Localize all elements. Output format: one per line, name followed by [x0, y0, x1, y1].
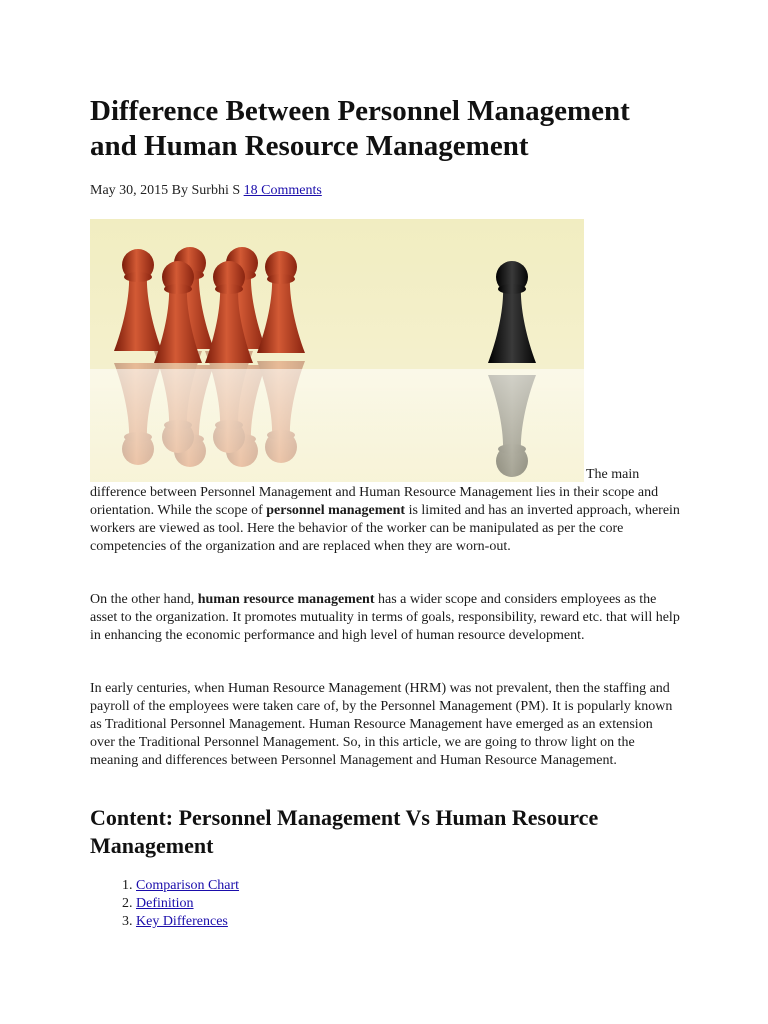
hero-image [90, 219, 584, 482]
toc-item [136, 913, 239, 931]
intro-paragraph [90, 466, 680, 556]
toc-item [136, 877, 239, 895]
paragraph-hrm [90, 591, 680, 645]
table-of-contents [90, 877, 239, 931]
content-heading: Content: Personnel Management Vs Human Resource Management [90, 805, 599, 858]
toc-link-definition[interactable]: Definition [136, 896, 194, 911]
intro-text-1: difference between Personnel Management and Human Resource Management lies in their scope and orientation. While the scope of [90, 485, 659, 518]
intro-lead: The main [586, 467, 640, 482]
paragraph-history: In early centuries, when Human Resource Management (HRM) was not prevalent, then the staffing and payroll of the employees were taken care of, by the Personnel Management (PM). It is popularly known as Traditional Personnel Management. Human Resource Management have emerged as an extension over the Traditional Personnel Management. So, in this article, we are going to throw light on the meaning and differences between Personnel Management and Human Resource Management. [90, 681, 673, 768]
paragraph-2-text-1: On the other hand, [90, 592, 198, 607]
paragraph-2-bold-term: human resource management [197, 592, 375, 607]
date-author: May 30, 2015 By Surbhi S [90, 183, 241, 198]
pawns-illustration [90, 219, 584, 482]
comments-link[interactable]: 18 Comments [243, 183, 322, 198]
article-meta [90, 182, 322, 200]
intro-bold-term: personnel management [266, 503, 406, 518]
toc-link-key-differences[interactable]: Key Differences [136, 914, 228, 929]
article-title: Difference Between Personnel Management and Human Resource Management [90, 95, 630, 162]
paragraph-2-text-2: has a wider scope and considers employees as the asset to the organization. It promotes mutuality in terms of goals, responsibility, reward etc. that will help in enhancing the economic performance and high level of human resource development. [90, 592, 680, 643]
toc-link-comparison-chart[interactable]: Comparison Chart [136, 878, 240, 893]
intro-text-2: is limited and has an inverted approach, wherein workers are viewed as tool. Here the behavior of the worker can be manipulated as per the core competencies of the organization and are replaced when they are worn-out. [90, 503, 680, 554]
toc-item [136, 895, 239, 913]
